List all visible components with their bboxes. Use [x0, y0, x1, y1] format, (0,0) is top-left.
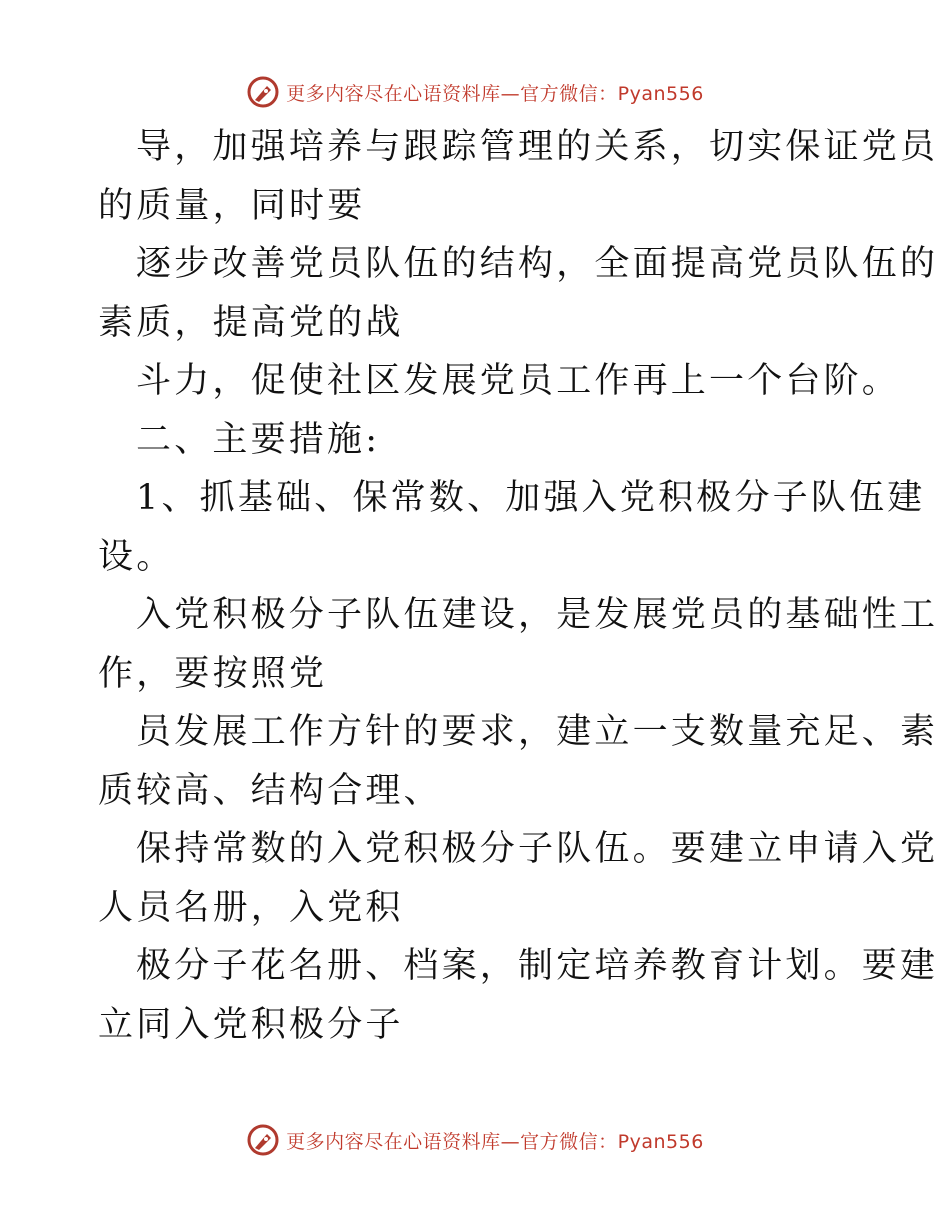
- paragraph-line-rest: 作，要按照党: [98, 653, 328, 694]
- pen-nib-logo-icon: [246, 1123, 280, 1157]
- watermark-separator: —: [500, 82, 521, 105]
- paragraph-line-rest: 立同入党积极分子: [98, 1004, 404, 1045]
- paragraph: [98, 820, 939, 937]
- paragraph: [98, 703, 939, 820]
- paragraph-line-first: 导，加强培养与跟踪管理的关系，切实保证党员: [136, 127, 939, 167]
- paragraph-line-first: 员发展工作方针的要求，建立一支数量充足、素: [136, 712, 939, 752]
- paragraph-line-rest: 人员名册，入党积: [98, 887, 404, 928]
- paragraph: [98, 586, 939, 703]
- watermark-site-text: 更多内容尽在心语资料库: [286, 82, 501, 105]
- watermark-official-text: 官方微信：Pyan556: [520, 1130, 704, 1153]
- paragraph: [98, 235, 939, 352]
- watermark-text: [286, 79, 704, 106]
- paragraph-line-first: 入党积极分子队伍建设，是发展党员的基础性工: [136, 595, 939, 635]
- watermark-site-text: 更多内容尽在心语资料库: [286, 1130, 501, 1153]
- subsection-heading: [98, 469, 926, 586]
- pen-nib-logo-icon: [246, 75, 280, 109]
- subsection-heading-line-first: 1、抓基础、保常数、加强入党积极分子队伍建: [136, 478, 926, 518]
- watermark-official-text: 官方微信：Pyan556: [520, 82, 704, 105]
- header-watermark-banner: [0, 72, 950, 112]
- watermark-separator: —: [500, 1130, 521, 1153]
- paragraph-line-first: 极分子花名册、档案，制定培养教育计划。要建: [136, 946, 939, 986]
- paragraph-line-rest: 素质，提高党的战: [98, 302, 404, 343]
- paragraph-line-rest: 的质量，同时要: [98, 185, 366, 226]
- paragraph: [98, 352, 901, 411]
- subsection-heading-line-rest: 设。: [98, 536, 175, 577]
- paragraph-line-first: 逐步改善党员队伍的结构，全面提高党员队伍的: [136, 244, 939, 284]
- paragraph-line-first: 斗力，促使社区发展党员工作再上一个台阶。: [136, 361, 901, 401]
- section-heading: [98, 411, 858, 470]
- document-body: [98, 118, 939, 1054]
- paragraph-line-rest: 质较高、结构合理、: [98, 770, 442, 811]
- paragraph-line-first: 保持常数的入党积极分子队伍。要建立申请入党: [136, 829, 939, 869]
- watermark-text: [286, 1127, 704, 1154]
- footer-watermark-banner: [0, 1120, 950, 1160]
- section-heading-text: 二、主要措施:: [136, 419, 381, 460]
- paragraph: [98, 118, 939, 235]
- paragraph: [98, 937, 939, 1054]
